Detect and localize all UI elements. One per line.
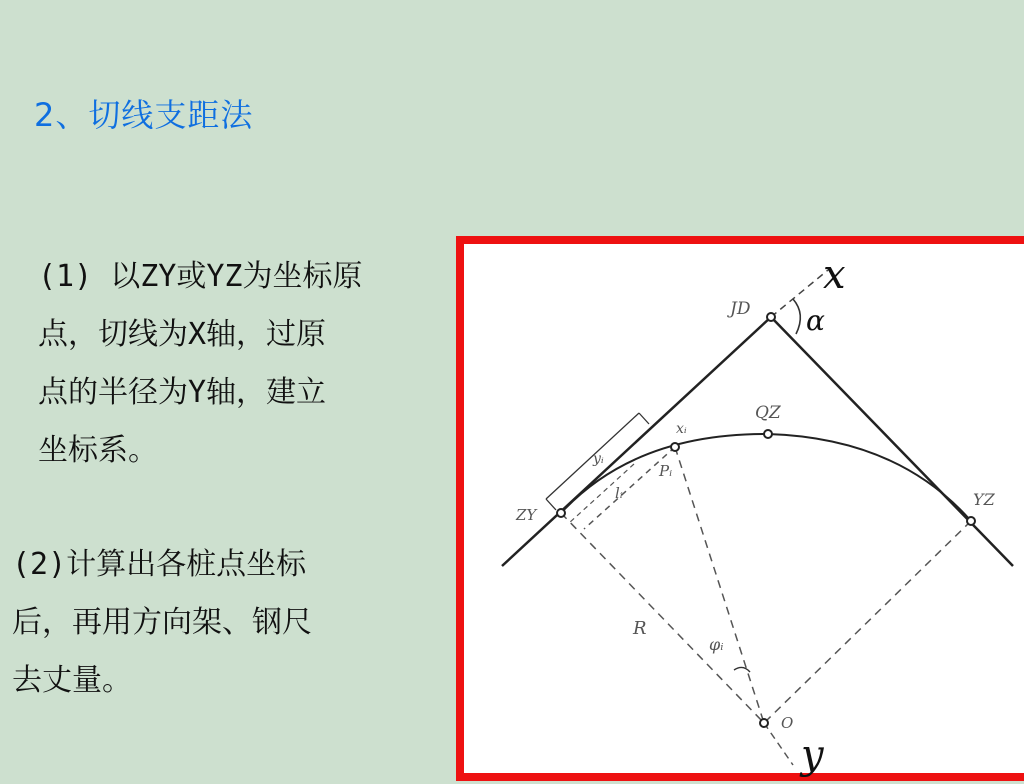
paragraph-coordinate-setup bbox=[38, 248, 428, 480]
jd-point bbox=[767, 313, 775, 321]
radius-yz bbox=[764, 521, 971, 723]
circular-curve bbox=[561, 434, 971, 521]
alpha-arc bbox=[793, 299, 800, 334]
o-label: O bbox=[781, 714, 794, 732]
xi-label: xᵢ bbox=[676, 421, 687, 437]
paragraph-line: 点，切线为X轴，过原 bbox=[38, 317, 327, 352]
paragraph-line: 后，再用方向架、钢尺 bbox=[12, 605, 312, 640]
slide-title: 2、切线支距法 bbox=[34, 96, 254, 134]
phi-arc bbox=[734, 667, 750, 672]
zy-label: ZY bbox=[516, 506, 537, 524]
tangent-line-right bbox=[771, 317, 1013, 566]
jd-label: JD bbox=[730, 299, 751, 319]
y-axis-label: y bbox=[801, 732, 824, 778]
qz-point bbox=[764, 430, 772, 438]
o-point bbox=[760, 719, 768, 727]
dimension-tick bbox=[546, 499, 556, 510]
alpha-label: α bbox=[806, 304, 825, 337]
x-axis-label: x bbox=[823, 252, 846, 298]
curve-layout-diagram bbox=[464, 244, 1024, 784]
paragraph-line: 坐标系。 bbox=[38, 433, 158, 468]
yz-label: YZ bbox=[973, 490, 995, 509]
li-label: lᵢ bbox=[615, 484, 623, 502]
pi-label: Pᵢ bbox=[659, 462, 673, 480]
yz-point bbox=[967, 517, 975, 525]
paragraph-measurement bbox=[12, 536, 432, 710]
paragraph-line: (2)计算出各桩点坐标 bbox=[12, 547, 307, 582]
zy-point bbox=[557, 509, 565, 517]
phi-label: φᵢ bbox=[709, 635, 724, 654]
dimension-tick bbox=[639, 413, 649, 424]
diagram-frame bbox=[456, 236, 1024, 781]
paragraph-line: (1) 以ZY或YZ为坐标原 bbox=[38, 259, 363, 294]
paragraph-line: 去丈量。 bbox=[12, 663, 132, 698]
paragraph-line: 点的半径为Y轴，建立 bbox=[38, 375, 327, 410]
pi-point bbox=[671, 443, 679, 451]
qz-label: QZ bbox=[755, 403, 781, 423]
radius-pi bbox=[675, 447, 764, 723]
yi-label: yᵢ bbox=[593, 451, 604, 467]
radius-zy bbox=[561, 513, 764, 723]
radius-label: R bbox=[633, 618, 647, 639]
tangent-line-left bbox=[502, 317, 771, 566]
